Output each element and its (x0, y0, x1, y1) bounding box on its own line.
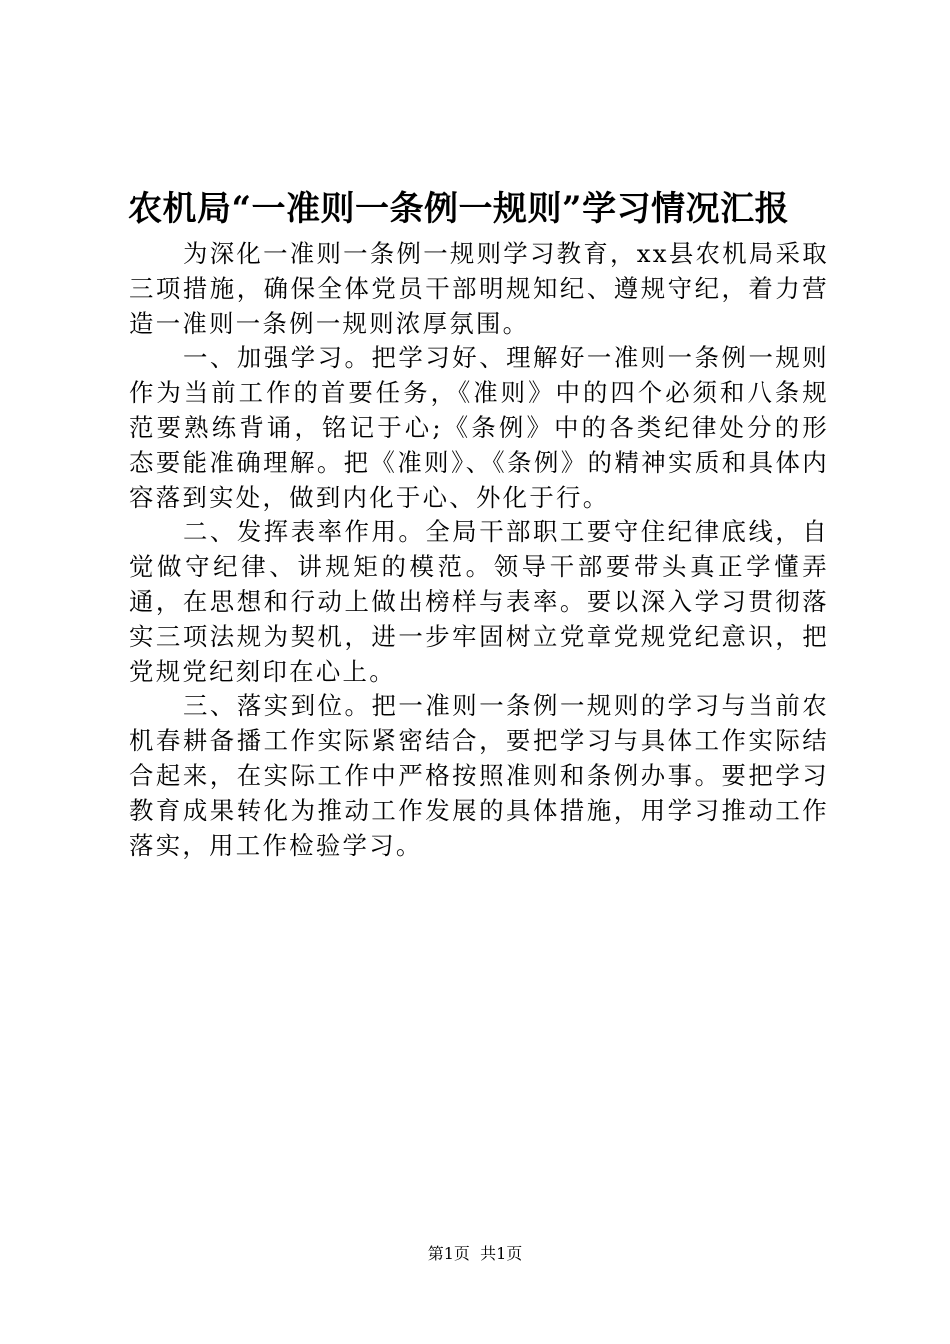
document-body (129, 237, 829, 863)
paragraph-intro: 为深化一准则一条例一规则学习教育，xx县农机局采取三项措施，确保全体党员干部明规知纪、遵规守纪，着力营造一准则一条例一规则浓厚氛围。 (129, 239, 829, 338)
paragraph-section-1: 一、加强学习。把学习好、理解好一准则一条例一规则作为当前工作的首要任务，《准则》中的四个必须和八条规范要熟练背诵，铭记于心;《条例》中的各类纪律处分的形态要能准确理解。把《准则》、《条例》的精神实质和具体内容落到实处，做到内化于心、外化于行。 (129, 343, 829, 512)
paragraph-section-2: 二、发挥表率作用。全局干部职工要守住纪律底线，自觉做守纪律、讲规矩的模范。领导干部要带头真正学懂弄通，在思想和行动上做出榜样与表率。要以深入学习贯彻落实三项法规为契机，进一步牢固树立党章党规党纪意识，把党规党纪刻印在心上。 (129, 517, 829, 686)
page-number-footer: 第1页 共1页 (427, 1244, 523, 1263)
paragraph-section-3: 三、落实到位。把一准则一条例一规则的学习与当前农机春耕备播工作实际紧密结合，要把学习与具体工作实际结合起来，在实际工作中严格按照准则和条例办事。要把学习教育成果转化为推动工作发展的具体措施，用学习推动工作落实，用工作检验学习。 (129, 691, 829, 860)
document-title: 农机局“一准则一条例一规则”学习情况汇报 (128, 189, 790, 229)
